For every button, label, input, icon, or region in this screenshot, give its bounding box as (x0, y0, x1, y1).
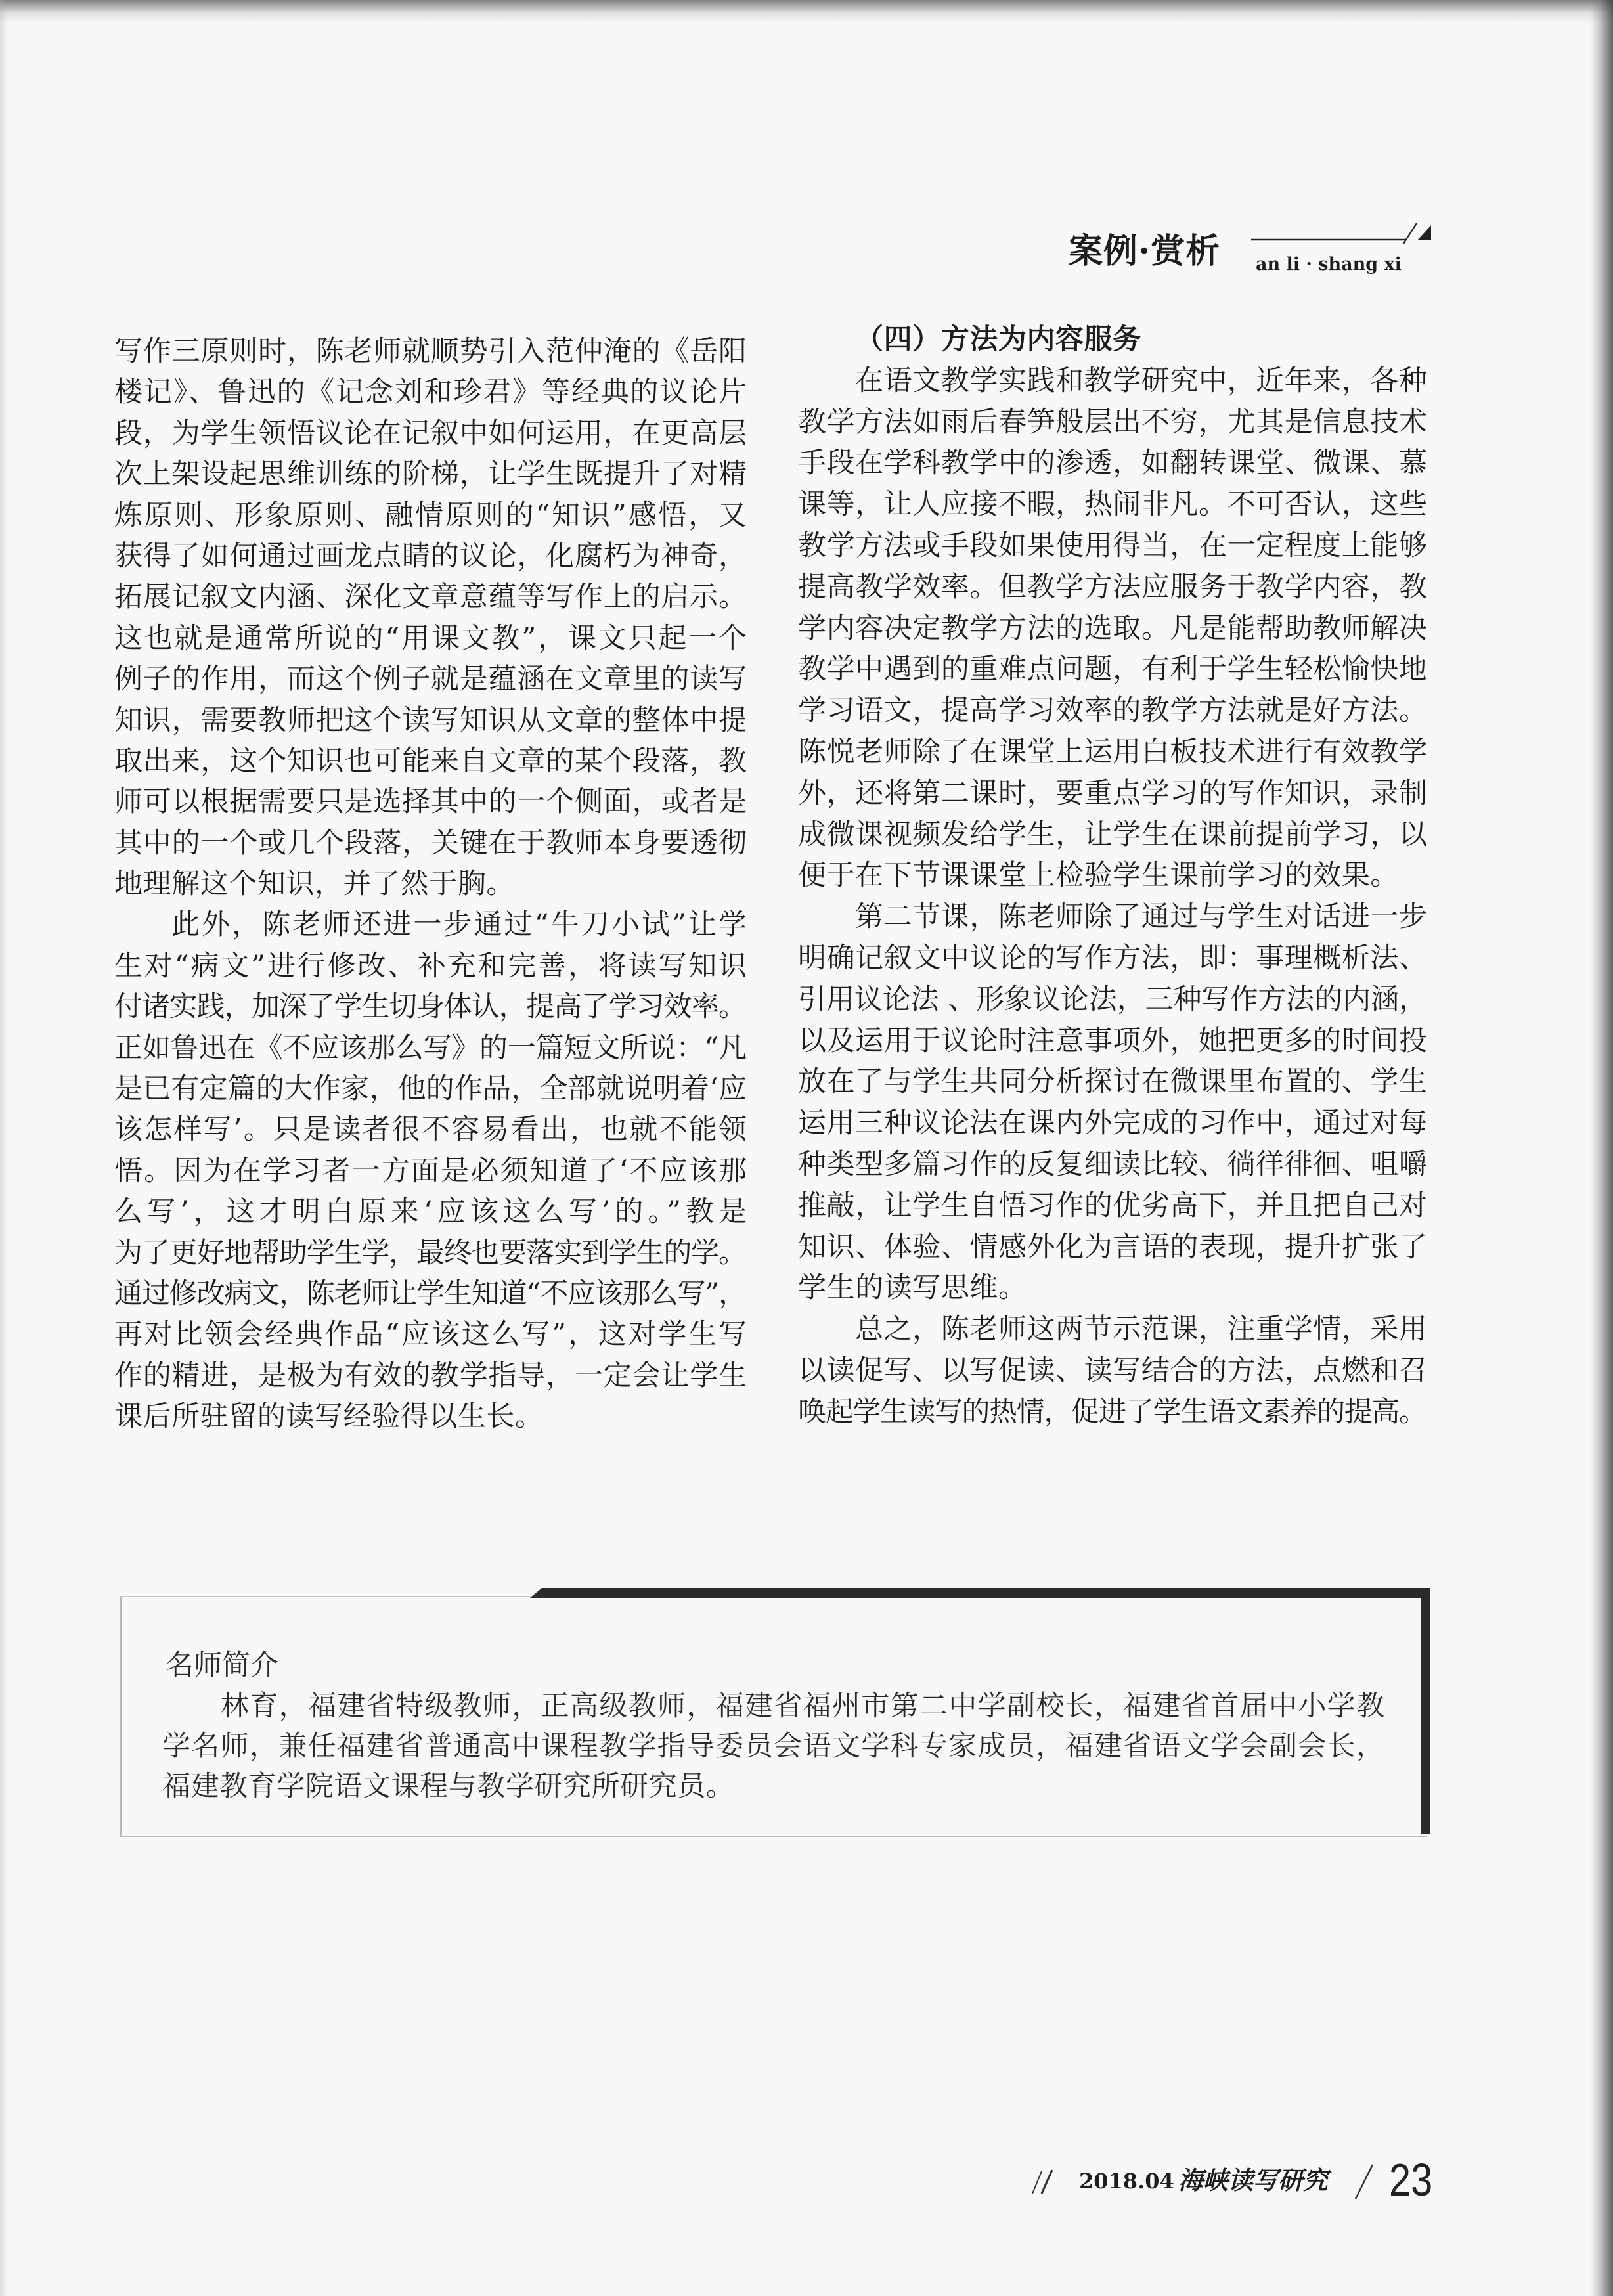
body-text-line: 悟。因为在学习者一方面是必须知道了‘不应该那 (114, 1154, 749, 1187)
body-text-line: 课等，让人应接不暇，热闹非凡。不可否认，这些 (798, 488, 1428, 521)
body-text-line: 是已有定篇的大作家，他的作品，全部就说明着‘应 (114, 1072, 747, 1106)
body-text-line: 这也就是通常所说的“用课文教”，课文只起一个 (114, 621, 749, 655)
section-title: 案例·赏析 (1069, 231, 1221, 271)
body-text-line: 便于在下节课课堂上检验学生课前学习的效果。 (798, 859, 1399, 893)
scan-shadow-left (0, 0, 8, 2296)
body-text-line: 推敲，让学生自悟习作的优劣高下，并且把自己对 (798, 1189, 1428, 1222)
scan-shadow-right (1591, 0, 1613, 2296)
body-text-line: 次上架设起思维训练的阶梯，让学生既提升了对精 (114, 458, 747, 491)
body-text-line: 教学方法或手段如果使用得当，在一定程度上能够 (798, 529, 1428, 562)
body-text-line: 明确记叙文中议论的写作方法，即：事理概析法、 (798, 941, 1428, 975)
body-text-line: 课后所驻留的读写经验得以生长。 (114, 1400, 544, 1434)
body-text-line: 手段在学科教学中的渗透，如翻转课堂、微课、慕 (798, 447, 1428, 480)
body-text-line: 炼原则、形象原则、融情原则的“知识”感悟，又 (114, 498, 749, 532)
body-text-line: 写作三原则时，陈老师就顺势引入范仲淹的《岳阳 (114, 335, 747, 368)
body-text-line: 正如鲁迅在《不应该那么写》的一篇短文所说：“凡 (114, 1031, 747, 1065)
footer-journal-name: 海峡读写研究 (1178, 2165, 1329, 2195)
body-text-line: 该怎样写’。只是读者很不容易看出，也就不能领 (114, 1113, 749, 1147)
body-text-line: 为了更好地帮助学生学，最终也要落实到学生的学。 (114, 1236, 746, 1269)
profile-box-right-bar (1421, 1588, 1430, 1834)
body-text-line: 以及运用于议论时注意事项外，她把更多的时间投 (798, 1024, 1428, 1057)
footer-slash-marks-icon (1028, 2165, 1061, 2197)
body-text-line: 拓展记叙文内涵、深化文章意蕴等写作上的启示。 (114, 581, 747, 614)
body-text-line: 教学中遇到的重难点问题，有利于学生轻松愉快地 (798, 653, 1428, 686)
body-text-line: 学生的读写思维。 (798, 1271, 1027, 1305)
profile-box-title: 名师简介 (166, 1649, 278, 1682)
body-text-line: 引用议论法 、形象议论法，三种写作方法的内涵， (798, 982, 1427, 1016)
body-text-line: 取出来，这个知识也可能来自文章的某个段落，教 (114, 744, 747, 778)
body-text-line: 段，为学生领悟议论在记叙中如何运用，在更高层 (114, 416, 747, 450)
body-text-line: 获得了如何通过画龙点睛的议论，化腐朽为神奇， (114, 539, 747, 573)
right-column (798, 319, 1427, 1433)
body-text-line: 再对比领会经典作品“应该这么写”，这对学生写 (114, 1318, 749, 1352)
right-paragraph-3 (798, 1309, 1427, 1432)
body-text-line: 知识，需要教师把这个读写知识从文章的整体中提 (114, 703, 747, 737)
body-text-line: 学习语文，提高学习效率的教学方法就是好方法。 (798, 694, 1428, 728)
body-text-line: 通过修改病文，陈老师让学生知道“不应该那么写”， (114, 1277, 746, 1310)
body-text-line: 教学方法如雨后春笋般层出不穷，尤其是信息技术 (798, 405, 1428, 439)
body-text-line: 学内容决定教学方法的选取。凡是能帮助教师解决 (798, 611, 1428, 645)
body-text-line: 生对“病文”进行修改、补充和完善，将读写知识 (114, 949, 749, 982)
body-text-line: 此外，陈老师还进一步通过“牛刀小试”让学 (171, 908, 749, 942)
teacher-profile-box (120, 1596, 1427, 1837)
profile-box-body (162, 1687, 1384, 1807)
body-text-line: 知识、体验、情感外化为言语的表现，提升扩张了 (798, 1230, 1428, 1264)
body-text-line: 师可以根据需要只是选择其中的一个侧面，或者是 (114, 785, 747, 819)
body-text-line: 作的精进，是极为有效的教学指导，一定会让学生 (114, 1359, 747, 1392)
section-pinyin: an li · shang xi (1256, 254, 1402, 275)
body-text-line: 总之，陈老师这两节示范课，注重学情，采用 (855, 1313, 1428, 1346)
footer-issue: 2018.04 (1079, 2169, 1174, 2194)
body-text-line: 楼记》、鲁迅的《记念刘和珍君》等经典的议论片 (114, 376, 748, 409)
profile-box-top-bar (530, 1588, 1430, 1598)
body-text-line: 陈悦老师除了在课堂上运用白板技术进行有效教学 (798, 735, 1428, 768)
left-paragraph-2 (114, 904, 752, 1437)
profile-text-line: 学名师，兼任福建省普通高中课程教学指导委员会语文学科专家成员，福建省语文学会副会长， (162, 1730, 1386, 1763)
body-text-line: 放在了与学生共同分析探讨在微课里布置的、学生 (798, 1065, 1428, 1099)
body-text-line: 种类型多篇习作的反复细读比较、徜徉徘徊、咀嚼 (798, 1147, 1428, 1181)
header-rule-icon (1251, 220, 1438, 253)
profile-text-line: 福建教育学院语文课程与教学研究所研究员。 (162, 1770, 735, 1803)
body-text-line: 在语文教学实践和教学研究中，近年来，各种 (855, 364, 1428, 397)
left-paragraph-1 (114, 331, 747, 904)
scan-shadow-top (0, 0, 1613, 24)
body-text-line: 地理解这个知识，并了然于胸。 (114, 868, 515, 901)
body-text-line: 提高教学效率。但教学方法应服务于教学内容，教 (798, 570, 1428, 604)
body-text-line: 成微课视频发给学生，让学生在课前提前学习，以 (798, 818, 1428, 851)
body-text-line: 其中的一个或几个段落，关键在于教师本身要透彻 (114, 826, 747, 860)
body-text-line: 运用三种议论法在课内外完成的习作中，通过对每 (798, 1107, 1428, 1140)
body-text-line: 第二节课，陈老师除了通过与学生对话进一步 (855, 900, 1428, 934)
body-text-line: 么写’，这才明白原来‘应该这么写’的。”教是 (114, 1195, 752, 1229)
left-column (114, 331, 752, 1438)
page-number: 23 (1389, 2154, 1433, 2205)
body-text-line: 例子的作用，而这个例子就是蕴涵在文章里的读写 (114, 663, 747, 696)
footer-slash-icon (1352, 2162, 1378, 2201)
body-text-line: 外，还将第二课时，要重点学习的写作知识，录制 (798, 776, 1428, 810)
body-text-line: 唤起学生读写的热情，促进了学生语文素养的提高。 (798, 1395, 1426, 1428)
right-paragraph-1 (798, 361, 1427, 896)
body-text-line: 以读促写、以写促读、读写结合的方法，点燃和召 (798, 1354, 1428, 1387)
section-heading: （四）方法为内容服务 (855, 323, 1141, 356)
profile-text-line: 林育，福建省特级教师，正高级教师，福建省福州市第二中学副校长，福建省首届中小学教 (221, 1690, 1386, 1723)
body-text-line: 付诸实践，加深了学生切身体认，提高了学习效率。 (114, 990, 746, 1024)
right-paragraph-2 (798, 896, 1427, 1309)
